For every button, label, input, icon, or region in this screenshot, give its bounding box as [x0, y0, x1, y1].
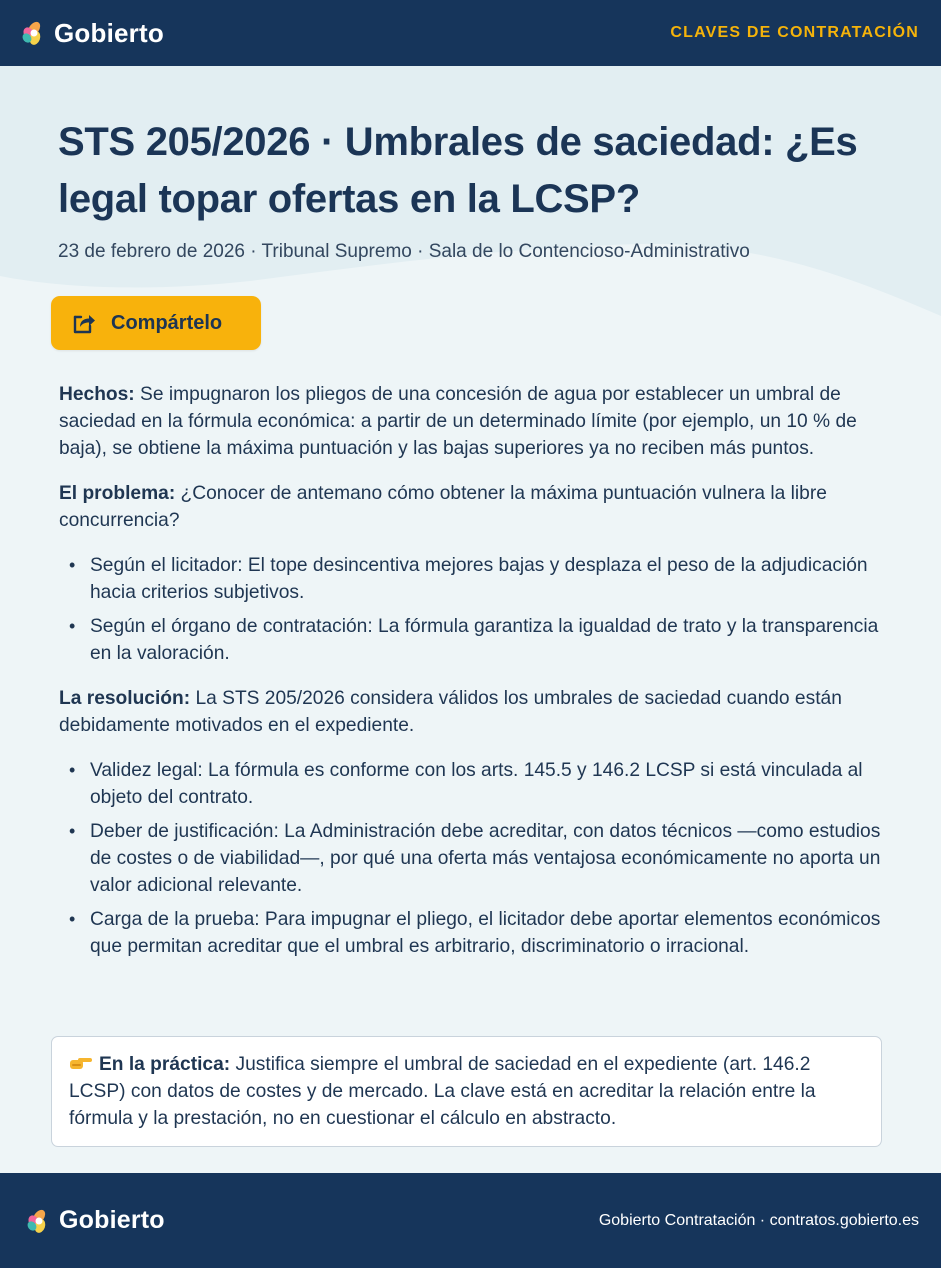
footer	[0, 1173, 941, 1268]
problem-label: El problema:	[59, 483, 176, 504]
footer-brand[interactable]	[23, 1206, 165, 1235]
practice-label: En la práctica:	[99, 1054, 231, 1075]
top-bar	[0, 0, 941, 66]
facts-text: Se impugnaron los pliegos de una concesión de agua por establecer un umbral de saciedad en la fórmula económica: a partir de un determinado límite (por ejemplo, un 10 % de baja), se obtiene la máxima puntuación y las bajas superiores ya no reciben más puntos.	[59, 384, 857, 459]
resolution-text: La STS 205/2026 considera válidos los umbrales de saciedad cuando están debidamente motivados en el expediente.	[59, 688, 842, 736]
share-button-label: Compártelo	[111, 311, 223, 334]
pointing-hand-icon	[69, 1055, 93, 1071]
article-title: STS 205/2026 · Umbrales de saciedad: ¿Es legal topar ofertas en la LCSP?	[58, 120, 858, 221]
list-item: • Validez legal: La fórmula es conforme con los arts. 145.5 y 146.2 LCSP si está vinculada al objeto del contrato.	[59, 757, 885, 811]
practice-callout	[51, 1036, 882, 1147]
footer-brand-name: Gobierto	[59, 1206, 165, 1234]
facts-label: Hechos:	[59, 384, 135, 405]
header-brand-name: Gobierto	[54, 17, 164, 48]
share-button[interactable]	[51, 296, 261, 350]
article-body	[59, 381, 885, 978]
list-item: • Según el licitador: El tope desincentiva mejores bajas y desplaza el peso de la adjudicación hacia criterios subjetivos.	[59, 552, 885, 606]
header-brand[interactable]	[18, 18, 164, 49]
list-item: • Carga de la prueba: Para impugnar el pliego, el licitador debe aportar elementos económicos que permitan acreditar que el umbral es arbitrario, discriminatorio o irracional.	[59, 906, 885, 960]
resolution-paragraph	[59, 685, 885, 739]
resolution-list	[59, 757, 885, 960]
gobierto-logo-icon	[18, 19, 46, 47]
footer-link[interactable]: Gobierto Contratación · contratos.gobierto.es	[598, 1211, 919, 1229]
practice-text: Justifica siempre el umbral de saciedad en el expediente (art. 146.2 LCSP) con datos de costes y de mercado. La clave está en acreditar la relación entre la fórmula y la prestación, no en cuestionar el cálculo en abstracto.	[69, 1054, 816, 1129]
problem-list	[59, 552, 885, 667]
list-item: • Deber de justificación: La Administración debe acreditar, con datos técnicos —como estudios de costes o de viabilidad—, por qué una oferta más ventajosa económicamente no aporta un valor adicional relevante.	[59, 818, 885, 899]
resolution-label: La resolución:	[59, 688, 191, 709]
list-item: • Según el órgano de contratación: La fórmula garantiza la igualdad de trato y la transparencia en la valoración.	[59, 613, 885, 667]
section-tag: CLAVES DE CONTRATACIÓN	[670, 24, 919, 41]
problem-paragraph	[59, 480, 885, 534]
problem-text: ¿Conocer de antemano cómo obtener la máxima puntuación vulnera la libre concurrencia?	[59, 483, 827, 531]
article-meta: 23 de febrero de 2026 · Tribunal Supremo · Sala de lo Contencioso-Administrativo	[58, 241, 750, 262]
share-icon	[71, 311, 97, 335]
facts-paragraph	[59, 381, 885, 462]
gobierto-logo-icon	[23, 1207, 51, 1235]
